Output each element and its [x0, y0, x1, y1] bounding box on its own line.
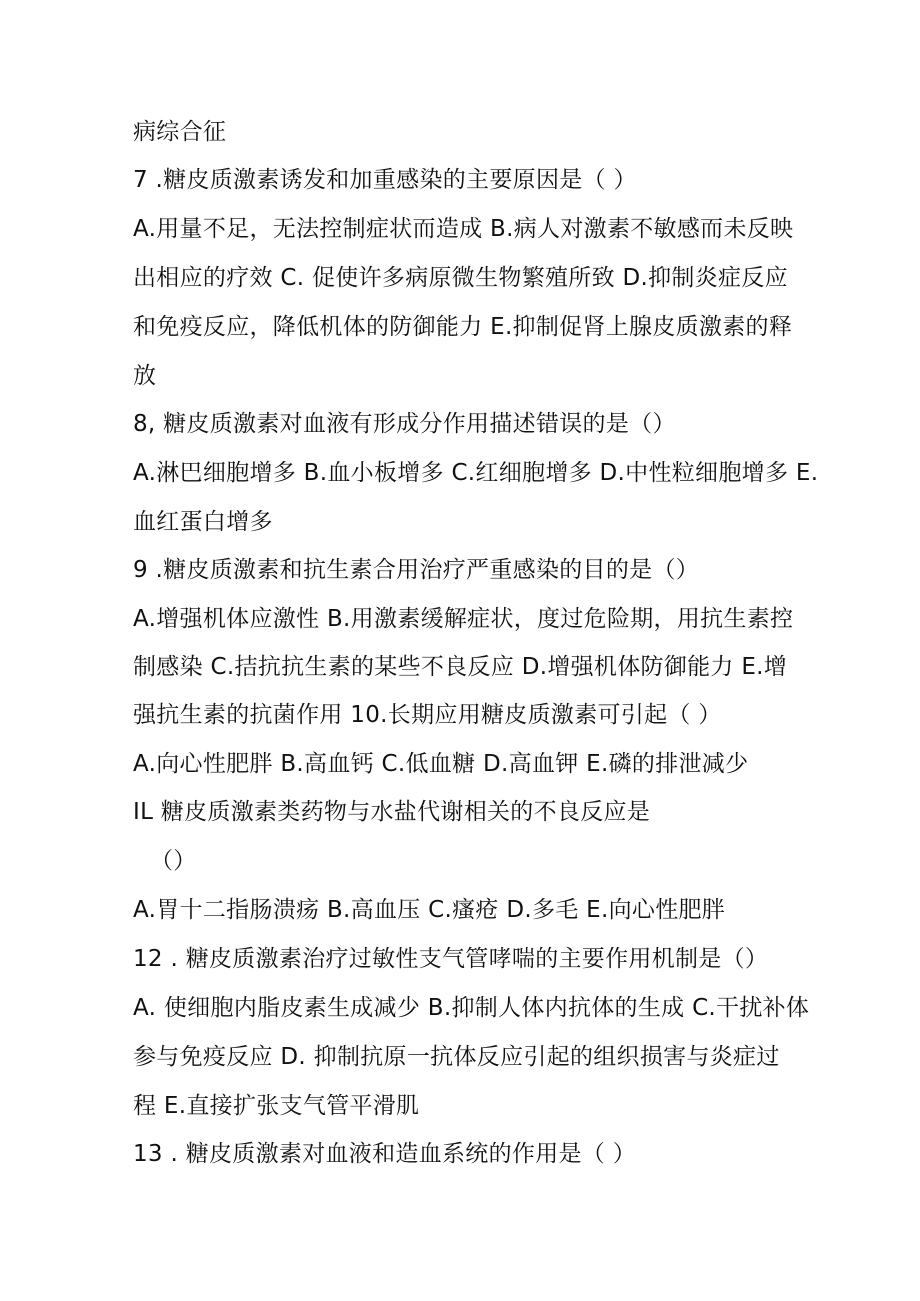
text-line: 出相应的疗效 C. 促使许多病原微生物繁殖所致 D.抑制炎症反应	[133, 265, 788, 291]
text-line: A. 使细胞内脂皮素生成减少 B.抑制人体内抗体的生成 C.干扰补体	[133, 995, 810, 1021]
text-line: 制感染 C.拮抗抗生素的某些不良反应 D.增强机体防御能力 E.增	[133, 654, 788, 680]
question-7-stem: 7 .糖皮质激素诱发和加重感染的主要原因是（ ）	[133, 167, 637, 193]
text-line: A.向心性肥胖 B.高血钙 C.低血糖 D.高血钾 E.磷的排泄减少	[133, 751, 749, 777]
question-12-stem: 12 . 糖皮质激素治疗过敏性支气管哮喘的主要作用机制是（）	[133, 946, 769, 972]
question-9-stem: 9 .糖皮质激素和抗生素合用治疗严重感染的目的是（）	[133, 557, 700, 583]
text-line: A.增强机体应激性 B.用激素缓解症状，度过危险期，用抗生素控	[133, 606, 794, 632]
text-line: 强抗生素的抗菌作用 10.长期应用糖皮质激素可引起（ ）	[133, 702, 722, 728]
question-13-stem: 13 . 糖皮质激素对血液和造血系统的作用是（ ）	[133, 1141, 637, 1167]
text-line: 放	[133, 363, 157, 389]
text-line: 血红蛋白增多	[133, 509, 273, 535]
question-11-stem: IL 糖皮质激素类药物与水盐代谢相关的不良反应是	[133, 799, 651, 825]
text-line: 和免疫反应，降低机体的防御能力 E.抑制促肾上腺皮质激素的释	[133, 314, 793, 340]
text-line: 参与免疫反应 D. 抑制抗原一抗体反应引起的组织损害与炎症过	[133, 1044, 780, 1070]
text-line: 程 E.直接扩张支气管平滑肌	[133, 1093, 420, 1119]
question-8-stem: 8, 糖皮质激素对血液有形成分作用描述错误的是（）	[133, 411, 676, 437]
text-line: A.胃十二指肠溃疡 B.高血压 C.瘙疮 D.多毛 E.向心性肥胖	[133, 897, 726, 923]
text-line: A.用量不足，无法控制症状而造成 B.病人对激素不敏感而未反映	[133, 216, 794, 242]
answer-parentheses: （）	[150, 848, 197, 874]
text-line: A.淋巴细胞增多 B.血小板增多 C.红细胞增多 D.中性粒细胞增多 E.	[133, 460, 819, 486]
text-line: 病综合征	[133, 119, 227, 145]
